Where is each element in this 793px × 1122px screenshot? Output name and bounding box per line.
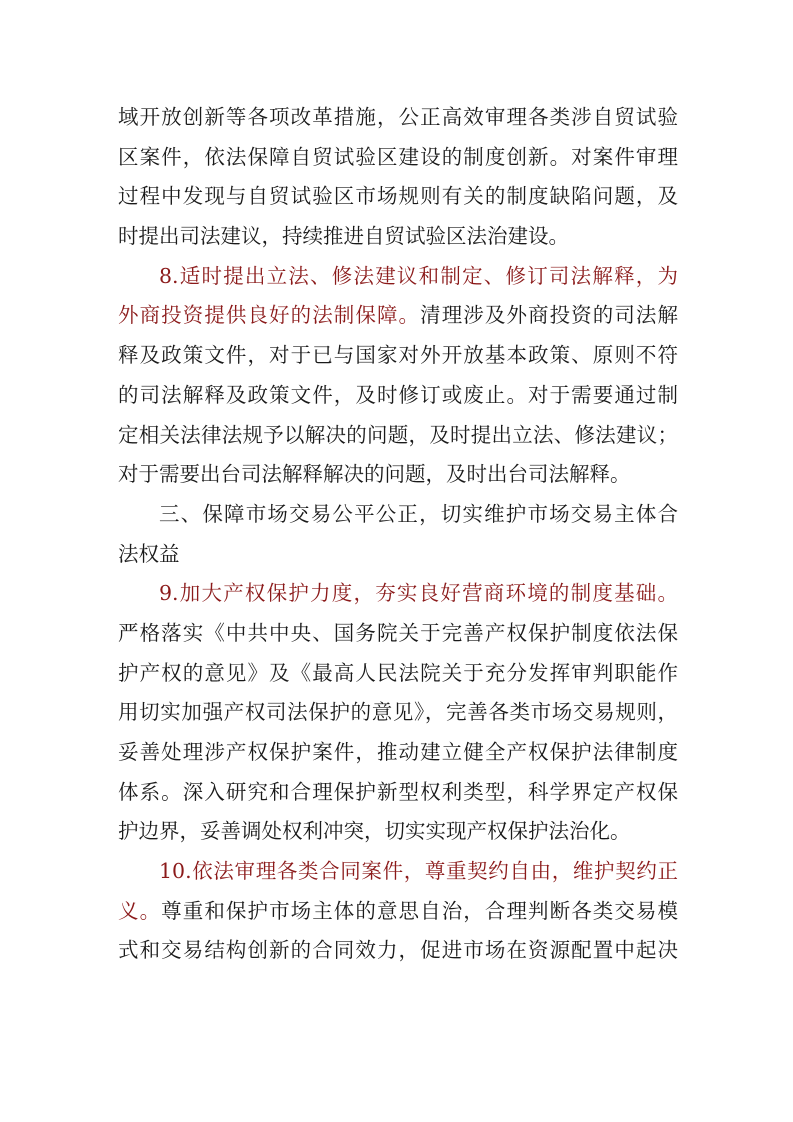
body-text: 护边界，妥善调处权利冲突，切实实现产权保护法治化。: [118, 819, 631, 844]
text-line: [118, 574, 678, 614]
text-line: [118, 852, 678, 892]
body-text: 体系。深入研究和合理保护新型权利类型，科学界定产权保: [118, 779, 678, 804]
text-line: [118, 138, 678, 178]
heading-text: 9.加大产权保护力度，夯实良好营商环境的制度基础。: [159, 581, 678, 606]
text-line: [118, 217, 678, 257]
text-line: [118, 931, 678, 971]
text-line: [118, 654, 678, 694]
body-text: 法权益: [118, 541, 180, 566]
text-line: [118, 257, 678, 297]
text-line: [118, 773, 678, 813]
text-line: [118, 336, 678, 376]
text-line: [118, 98, 678, 138]
heading-text: 10.依法审理各类合同案件，尊重契约自由，维护契约正: [159, 859, 678, 884]
body-text: 护产权的意见》及《最高人民法院关于充分发挥审判职能作: [118, 660, 678, 685]
body-text: 对于需要出台司法解释解决的问题，及时出台司法解释。: [118, 462, 631, 487]
heading-text: 义。: [118, 898, 162, 923]
text-line: [118, 416, 678, 456]
body-text: 妥善处理涉产权保护案件，推动建立健全产权保护法律制度: [118, 740, 678, 764]
text-line: [118, 733, 678, 773]
heading-text: 8.适时提出立法、修法建议和制定、修订司法解释，为: [159, 263, 678, 288]
text-line: [118, 535, 678, 575]
document-body: [118, 98, 678, 971]
body-text: 式和交易结构创新的合同效力，促进市场在资源配置中起决: [118, 938, 678, 963]
text-line: [118, 455, 678, 495]
text-line: [118, 614, 678, 654]
body-text: 用切实加强产权司法保护的意见》，完善各类市场交易规则，: [118, 700, 678, 725]
body-text: 过程中发现与自贸试验区市场规则有关的制度缺陷问题，及: [118, 184, 678, 209]
body-text: 三、保障市场交易公平公正，切实维护市场交易主体合: [159, 501, 678, 526]
body-text: 时提出司法建议，持续推进自贸试验区法治建设。: [118, 224, 569, 249]
body-text: 释及政策文件，对于已与国家对外开放基本政策、原则不符: [118, 343, 678, 368]
text-line: [118, 177, 678, 217]
text-line: [118, 296, 678, 336]
body-text: 区案件，依法保障自贸试验区建设的制度创新。对案件审理: [118, 144, 678, 169]
text-line: [118, 495, 678, 535]
text-line: [118, 693, 678, 733]
body-text: 尊重和保护市场主体的意思自治，合理判断各类交易模: [161, 898, 679, 923]
body-text: 定相关法律法规予以解决的问题，及时提出立法、修法建议；: [118, 422, 678, 447]
heading-text: 外商投资提供良好的法制保障。: [118, 303, 421, 328]
body-text: 严格落实《中共中央、国务院关于完善产权保护制度依法保: [118, 620, 678, 645]
body-text: 清理涉及外商投资的司法解: [420, 303, 679, 328]
body-text: 的司法解释及政策文件，及时修订或废止。对于需要通过制: [118, 382, 678, 407]
body-text: 域开放创新等各项改革措施，公正高效审理各类涉自贸试验: [118, 105, 678, 129]
text-line: [118, 812, 678, 852]
text-line: [118, 376, 678, 416]
text-line: [118, 892, 678, 932]
